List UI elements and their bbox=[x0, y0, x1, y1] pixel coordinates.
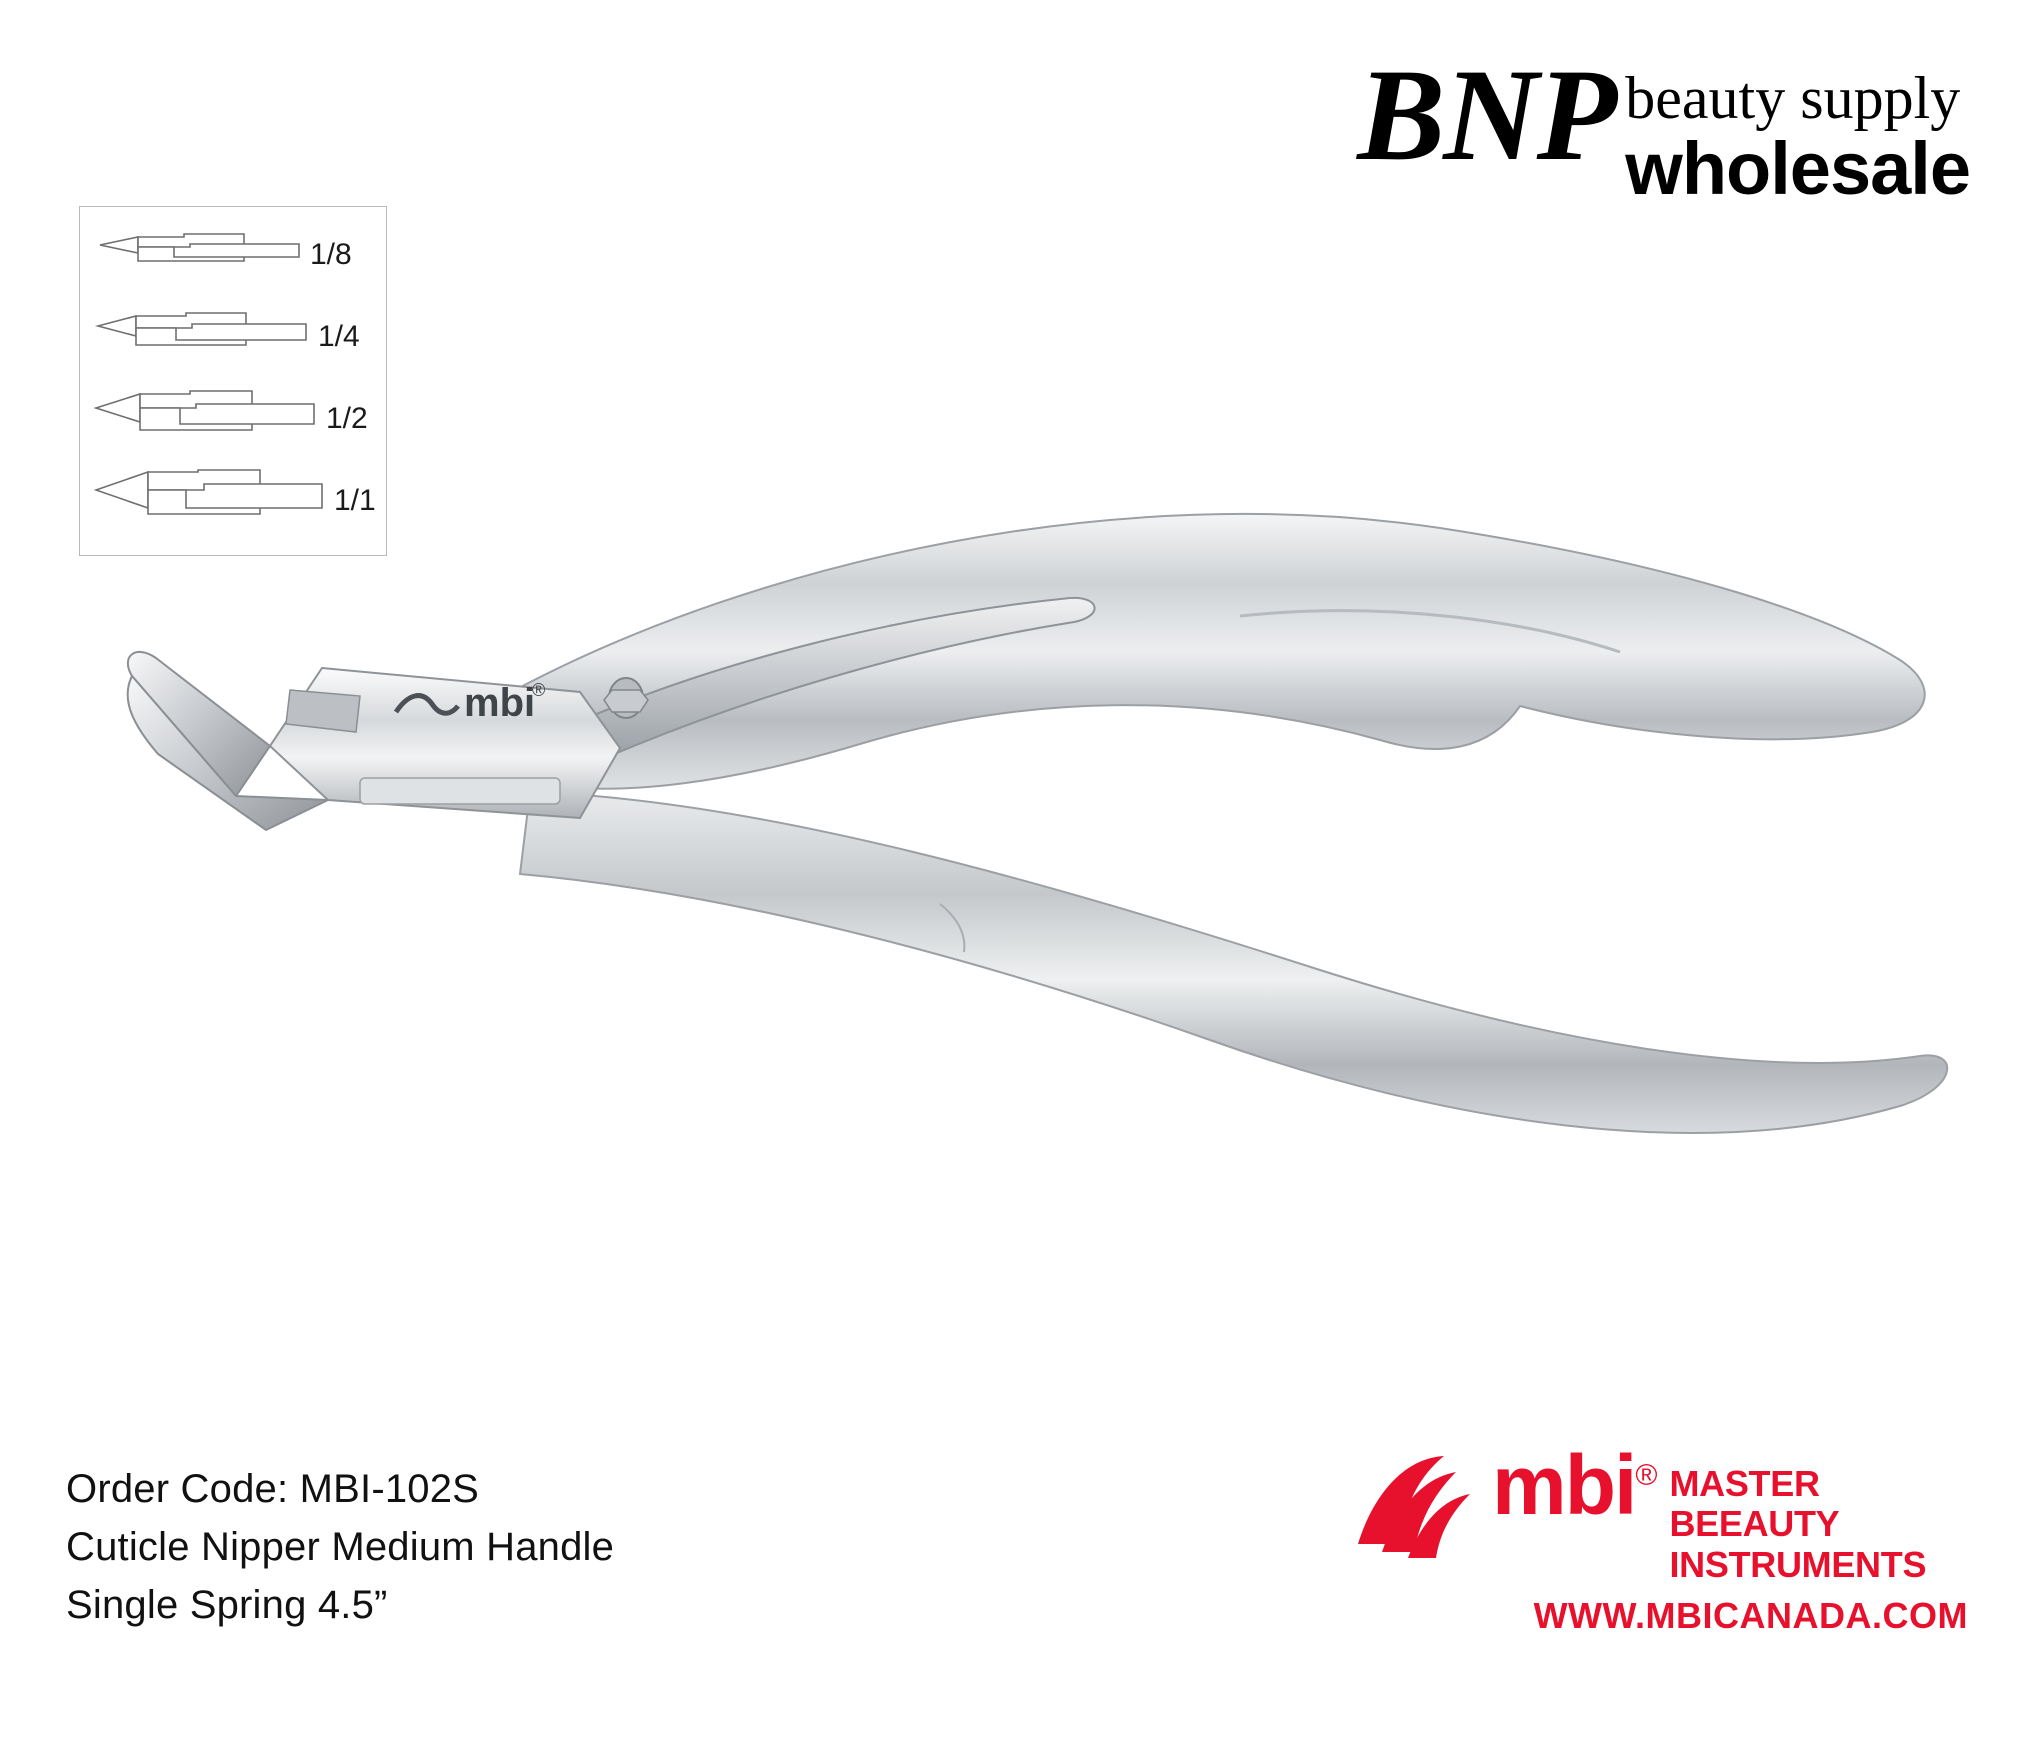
mbi-logo-row bbox=[1348, 1438, 1968, 1585]
jaw-size-label: 1/4 bbox=[318, 320, 360, 353]
engraved-logo-text: mbi bbox=[464, 681, 536, 725]
product-caption bbox=[66, 1460, 614, 1634]
jaw-bevel bbox=[286, 690, 360, 732]
brand-tagline-line1: beauty supply bbox=[1625, 65, 1961, 131]
order-code-line: Order Code: MBI-102S bbox=[66, 1467, 480, 1511]
brand-wordmark: BNP bbox=[1357, 41, 1616, 188]
mbi-wordmark bbox=[1492, 1438, 1656, 1532]
product-image bbox=[60, 500, 1960, 1260]
jaw-diagram-icon bbox=[94, 227, 304, 283]
jaw-size-label: 1/8 bbox=[310, 238, 352, 271]
jaw-size-label: 1/1 bbox=[334, 484, 376, 517]
brand-tagline-line2: wholesale bbox=[1625, 127, 1970, 210]
cuticle-nipper-illustration bbox=[60, 500, 1960, 1260]
upper-handle bbox=[515, 514, 1925, 789]
brand-tagline bbox=[1625, 54, 1970, 210]
mbi-full-name bbox=[1669, 1448, 1968, 1585]
mbi-swoosh-icon bbox=[1348, 1448, 1498, 1568]
product-name-line: Cuticle Nipper Medium Handle bbox=[66, 1525, 615, 1569]
mbi-wordmark-text: mbi bbox=[1492, 1438, 1636, 1532]
jaw-size-row bbox=[80, 379, 386, 459]
jaw-size-row bbox=[80, 215, 386, 295]
jaw-diagram-icon bbox=[94, 308, 312, 366]
mbi-footer-logo bbox=[1348, 1438, 1968, 1648]
jaw-size-row bbox=[80, 297, 386, 377]
joint-rivet-facet bbox=[604, 690, 648, 712]
product-spec-line: Single Spring 4.5” bbox=[66, 1583, 388, 1627]
mbi-name-line1: MASTER BEEAUTY bbox=[1669, 1463, 1840, 1545]
mbi-name-line2: INSTRUMENTS bbox=[1669, 1543, 1927, 1585]
head-engraving-plate bbox=[360, 778, 560, 804]
jaw-diagram-icon bbox=[94, 388, 320, 450]
lower-handle bbox=[520, 792, 1947, 1133]
jaw-size-label: 1/2 bbox=[326, 402, 368, 435]
bnp-brand-logo bbox=[1357, 41, 1970, 210]
mbi-website-url[interactable]: WWW.MBICANADA.COM bbox=[1533, 1594, 1968, 1636]
engraved-registered-icon: ® bbox=[532, 680, 546, 700]
registered-icon: ® bbox=[1635, 1459, 1656, 1492]
